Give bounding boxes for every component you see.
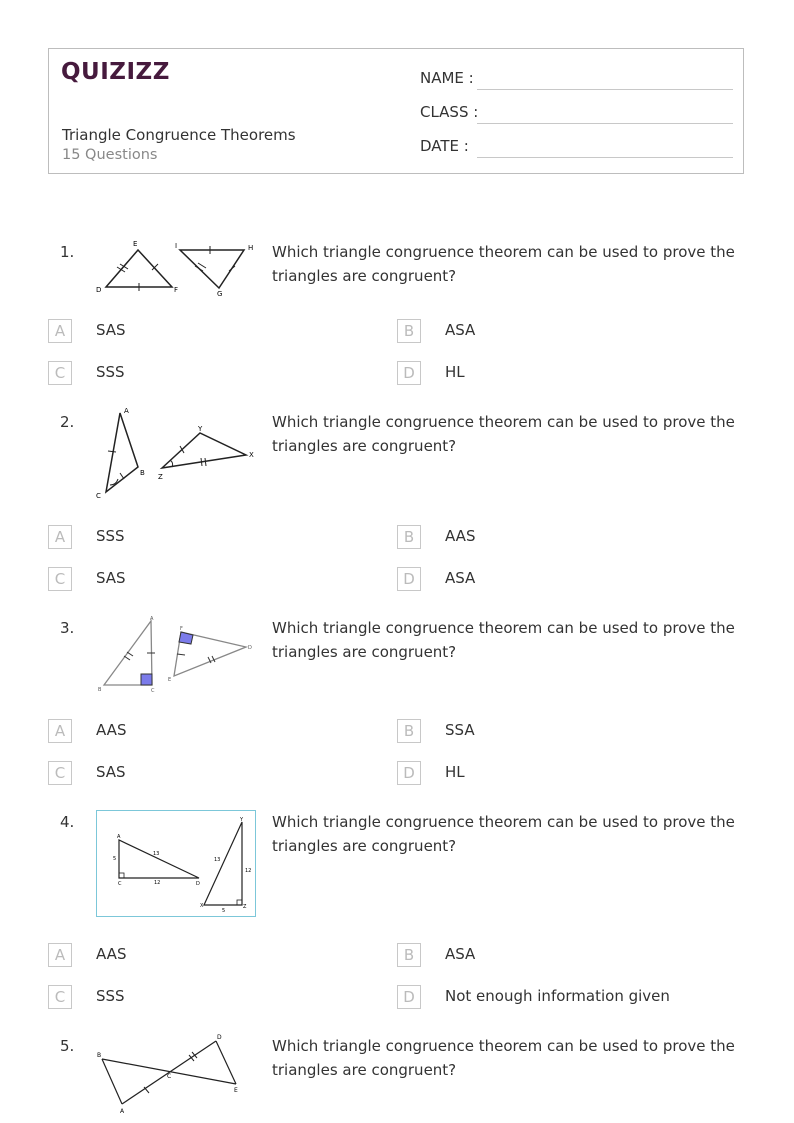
q4-option-d-box[interactable]: D (397, 985, 421, 1009)
question-1-figure (92, 238, 262, 298)
q3-option-a-text[interactable]: AAS (96, 721, 127, 739)
label-y: Y (240, 817, 244, 823)
side-xz: 5 (222, 908, 226, 914)
class-label: CLASS : (420, 103, 479, 121)
q2-option-b-text[interactable]: AAS (445, 527, 476, 545)
q1-option-b-text[interactable]: ASA (445, 321, 476, 339)
side-cd: 12 (154, 880, 161, 886)
question-3-number: 3. (60, 619, 75, 637)
label-f: F (180, 626, 183, 632)
label-f: F (174, 286, 179, 294)
q4-option-a-text[interactable]: AAS (96, 945, 127, 963)
question-3-figure (92, 612, 262, 696)
side-ad: 13 (153, 851, 160, 857)
q3-option-c-box[interactable]: C (48, 761, 72, 785)
q4-option-a-box[interactable]: A (48, 943, 72, 967)
q2-option-c-box[interactable]: C (48, 567, 72, 591)
q3-option-d-text[interactable]: HL (445, 763, 465, 781)
label-z: Z (243, 904, 247, 910)
label-e: E (133, 240, 138, 248)
label-g: G (217, 290, 223, 298)
q2-option-d-box[interactable]: D (397, 567, 421, 591)
q1-option-d-box[interactable]: D (397, 361, 421, 385)
question-count: 15 Questions (62, 147, 158, 163)
q4-option-c-box[interactable]: C (48, 985, 72, 1009)
q2-option-b-box[interactable]: B (397, 525, 421, 549)
q1-option-c-text[interactable]: SSS (96, 363, 125, 381)
label-a: A (150, 616, 154, 622)
label-c: C (167, 1073, 172, 1080)
q3-option-c-text[interactable]: SAS (96, 763, 126, 781)
q4-option-d-text[interactable]: Not enough information given (445, 987, 670, 1005)
quizizz-logo: QUIZIZZ (61, 59, 170, 85)
label-c: C (151, 688, 155, 694)
worksheet-header (48, 48, 744, 174)
worksheet-title: Triangle Congruence Theorems (62, 126, 296, 144)
question-1-text: Which triangle congruence theorem can be used to prove the triangles are congruent? (272, 243, 735, 285)
q2-option-a-text[interactable]: SSS (96, 527, 125, 545)
label-e: E (168, 677, 172, 683)
class-line[interactable] (477, 123, 733, 124)
q2-option-c-text[interactable]: SAS (96, 569, 126, 587)
question-2-text: Which triangle congruence theorem can be used to prove the triangles are congruent? (272, 413, 735, 455)
q1-option-a-text[interactable]: SAS (96, 321, 126, 339)
question-4-figure (96, 810, 256, 918)
label-b: B (140, 469, 145, 477)
q1-option-b-box[interactable]: B (397, 319, 421, 343)
question-2-figure (92, 405, 262, 501)
q1-option-a-box[interactable]: A (48, 319, 72, 343)
label-e: E (234, 1087, 238, 1094)
q2-option-d-text[interactable]: ASA (445, 569, 476, 587)
question-2-number: 2. (60, 413, 75, 431)
label-a: A (117, 834, 121, 840)
label-z: Z (158, 473, 163, 481)
q1-option-d-text[interactable]: HL (445, 363, 465, 381)
label-y: Y (198, 425, 203, 433)
q4-option-b-text[interactable]: ASA (445, 945, 476, 963)
question-4-number: 4. (60, 813, 75, 831)
q3-option-b-text[interactable]: SSA (445, 721, 475, 739)
question-3-text: Which triangle congruence theorem can be used to prove the triangles are congruent? (272, 619, 735, 661)
q4-option-c-text[interactable]: SSS (96, 987, 125, 1005)
label-c: C (96, 492, 101, 500)
q4-option-b-box[interactable]: B (397, 943, 421, 967)
label-d: D (96, 286, 102, 294)
label-x: X (200, 903, 204, 909)
q2-option-a-box[interactable]: A (48, 525, 72, 549)
label-d: D (196, 881, 200, 887)
label-d: D (217, 1034, 222, 1041)
q3-option-d-box[interactable]: D (397, 761, 421, 785)
date-line[interactable] (477, 157, 733, 158)
side-yz: 12 (245, 868, 252, 874)
label-i: I (175, 242, 178, 250)
question-5-figure (92, 1032, 262, 1118)
label-b: B (98, 687, 102, 693)
label-b: B (97, 1052, 102, 1059)
label-x: X (249, 451, 254, 459)
question-4-text: Which triangle congruence theorem can be used to prove the triangles are congruent? (272, 813, 735, 855)
date-label: DATE : (420, 137, 469, 155)
q1-option-c-box[interactable]: C (48, 361, 72, 385)
label-h: H (248, 244, 254, 252)
label-d: D (248, 645, 252, 651)
q3-option-b-box[interactable]: B (397, 719, 421, 743)
side-xy: 13 (214, 857, 221, 863)
question-1-number: 1. (60, 243, 75, 261)
question-5-text: Which triangle congruence theorem can be used to prove the triangles are congruent? (272, 1037, 735, 1079)
question-5-number: 5. (60, 1037, 75, 1055)
name-line[interactable] (477, 89, 733, 90)
label-c: C (118, 881, 122, 887)
q3-option-a-box[interactable]: A (48, 719, 72, 743)
name-label: NAME : (420, 69, 474, 87)
label-a: A (124, 407, 129, 415)
label-a: A (120, 1108, 125, 1115)
side-ac: 5 (113, 856, 117, 862)
